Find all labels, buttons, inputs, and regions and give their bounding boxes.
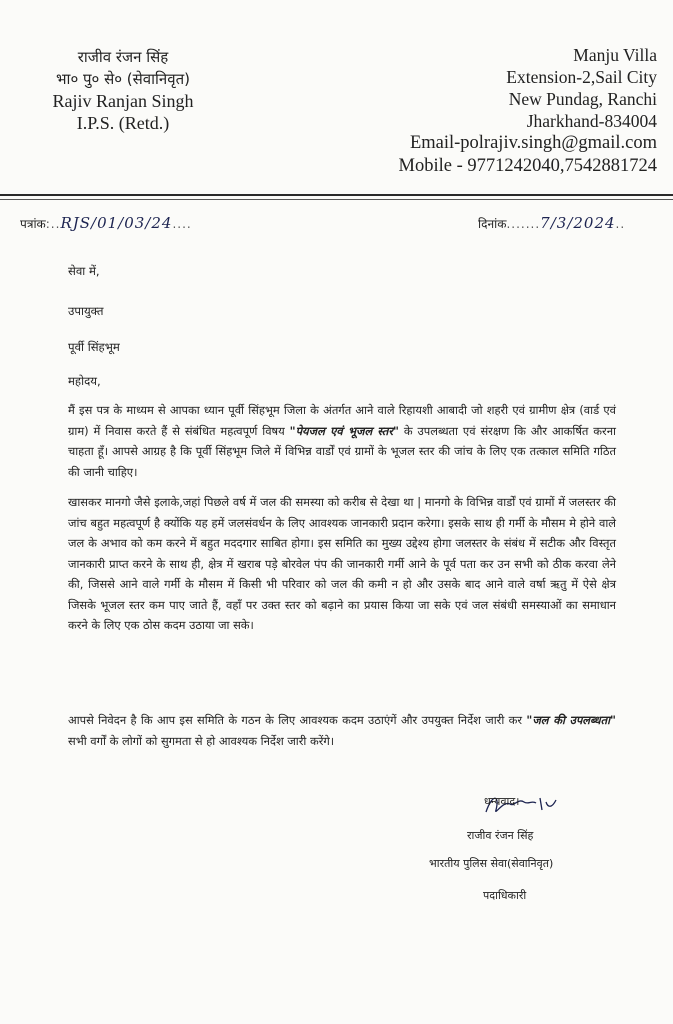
header-divider [0,194,673,196]
signatory-role: पदाधिकारी [483,889,527,902]
paragraph-1-part-a: मैं इस पत्र के माध्यम से आपका ध्यान पूर्वी सिंहभूम जिला के अंतर्गत आने वाले रिहायशी आबादी जो शहरी एवं ग्रामीण क्षेत्र (वार्ड एवं ग्राम) में निवास करते हैं से संबंधित महत्वपूर्ण विषय [68,403,616,438]
salutation-mahoday: महोदय, [68,374,101,388]
address-line-4: Jharkhand-834004 [526,111,657,131]
email-line: Email-polrajiv.singh@gmail.com [409,133,657,153]
patrank-label: पत्रांक [20,217,46,231]
salutation-upayukt: उपायुक्त [68,304,104,318]
address-line-2: Extension-2,Sail City [506,67,657,87]
paragraph-3-part-a: आपसे निवेदन है कि आप इस समिति के गठन के लिए आवश्यक कदम उठाएंगें और उपयुक्त निर्देश जारी कर [68,713,527,727]
dinank-field: दिनांक.......7/3/2024.. [478,214,626,232]
letterhead-left [28,46,218,134]
name-hindi: राजीव रंजन सिंह [77,48,169,66]
dinank-value: 7/3/2024 [540,214,616,232]
paragraph-1-part-b: के उपलब्धता एवं संरक्षण कि और आकर्षित करना चाहता हूँ। आपसे आग्रह है कि पूर्वी सिंहभूम जिले में विभिन्न वार्डों एवं ग्रामों के भूजल स्तर की जांच के लिए एक तत्काल समिति गठित की जानी चाहिए। [68,423,616,479]
signatory-designation: भारतीय पुलिस सेवा(सेवानिवृत) [429,857,554,870]
address-line-3: New Pundag, Ranchi [508,89,657,109]
paragraph-1-emphasis: "पेयजल एवं भूजल स्तर" [289,423,399,438]
patrank-value: RJS/01/03/24 [60,214,173,232]
paragraph-3-part-b: सभी वर्गों के लोगों को सुगमता से हो आवश्यक निर्देश जारी करेंगे। [68,733,335,748]
paragraph-2: खासकर मानगो जैसे इलाके,जहां पिछले वर्ष में जल की समस्या को करीब से देखा था | मानगो के विभिन्न वार्डों एवं ग्रामों में जलस्तर की जांच बहुत महत्वपूर्ण है क्योंकि यह हमें जलसंवर्धन के लिए आवश्यक जानकारी प्रदान करेगा। इसके साथ ही गर्मी के मौसम मे होने वाले जल के अभाव को कम करने में बहुत मददगार साबित होगा। इस समिति का मुख्य उद्देश्य होगा जलस्तर के संबंध में सटीक और विस्तृत जानकारी प्राप्त करने के साथ ही, क्षेत्र में खराब पड़े बोरवेल पंप की जानकारी गर्मी आने के पूर्व पता कर उन सभी को ठीक करवा लेने की, जिससे आने वाले गर्मी के मौसम में किसी भी परिवार को जल की कमी न हो और उसके बाद आने वाले वर्षा ऋतु में ऐसे क्षेत्र जिसके भूजल स्तर कम पाए जाते हैं, वहाँ पर उक्त स्तर को बढ़ाने का प्रयास किया जा सके एवं जल संबंधी समस्याओं का समाधान करने के लिए एक ठोस कदम उठाया जा सके। [68,495,616,632]
header-divider-thin [0,199,673,200]
dinank-label: दिनांक [478,217,507,231]
signatory-name: राजीव रंजन सिंह [467,829,534,842]
thanks-text: धन्यवाद। [484,795,520,808]
salutation-district: पूर्वी सिंहभूम [68,340,120,354]
paragraph-1 [68,400,616,482]
title-english: I.P.S. (Retd.) [76,113,170,133]
address-line-1: Manju Villa [573,45,657,65]
paragraph-3 [68,710,616,751]
mobile-line: Mobile - 9771242040,7542881724 [398,156,657,176]
title-hindi: भा० पु० से० (सेवानिवृत) [56,70,190,88]
paragraph-3-emphasis: "जल की उपलब्धता" [526,713,616,727]
name-english: Rajiv Ranjan Singh [52,91,194,111]
letterhead-right [337,44,657,178]
patrank-field: पत्रांक:..RJS/01/03/24.... [20,214,192,232]
salutation-seva: सेवा में, [68,264,100,278]
